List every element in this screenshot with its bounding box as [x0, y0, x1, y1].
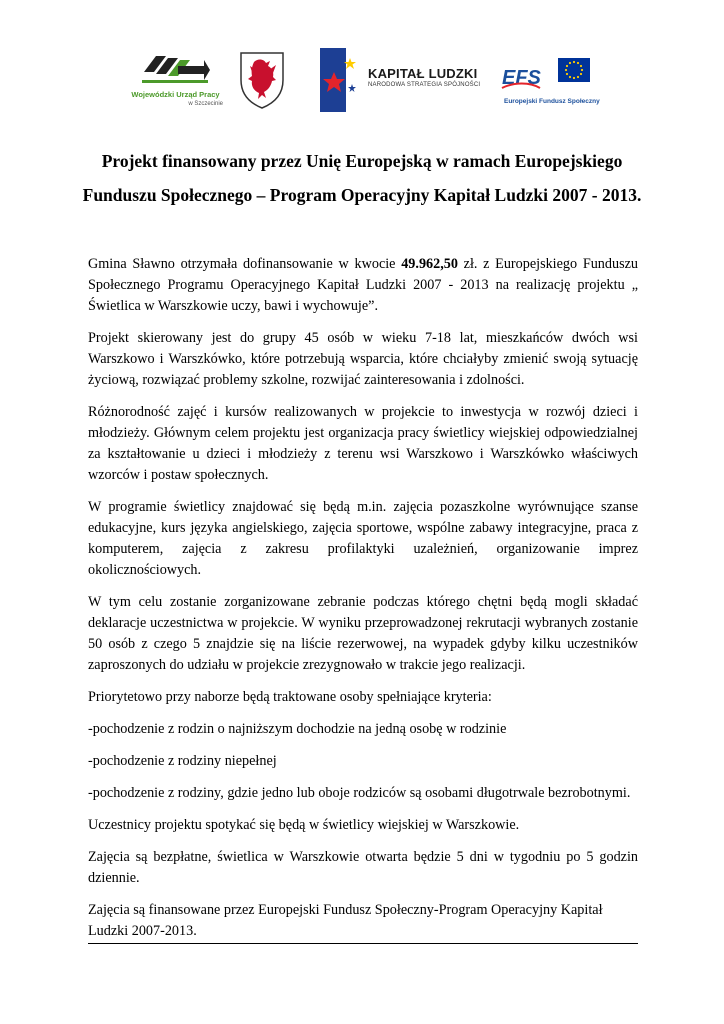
- paragraph-location: Uczestnicy projektu spotykać się będą w świetlicy wiejskiej w Warszkowie.: [88, 817, 520, 833]
- title-line-1: Projekt finansowany przez Unię Europejską w ramach Europejskiego: [101, 151, 623, 171]
- page-title: [80, 144, 644, 212]
- document-body: [88, 254, 638, 944]
- paragraph-schedule: Zajęcia są bezpłatne, świetlica w Warszkowie otwarta będzie 5 dni w tygodniu po 5 godzin dziennie.: [88, 849, 638, 886]
- criteria-item-single-parent: -pochodzenie z rodziny niepełnej: [88, 753, 277, 769]
- efs-logo: [500, 54, 600, 112]
- paragraph-recruitment: W tym celu zostanie zorganizowane zebranie podczas którego chętni będą mogli składać deklaracje uczestnictwa w projekcie. W wyniku przeprowadzonej rekrutacji wybranych zostanie 50 osób z czego 5 znajdzie się na liście rezerwowej, na wypadek gdyby kilku uczestników zaproszonych do udziału w projekcie zrezygnowało w trakcie jego realizacji.: [88, 594, 638, 673]
- griffin-icon: [238, 50, 286, 110]
- wup-mark-icon: [140, 52, 210, 88]
- wup-name: Wojewódzki Urząd Pracy: [131, 90, 220, 99]
- wup-city: w Szczecinie: [188, 101, 223, 107]
- efs-flag-icon: [500, 54, 600, 98]
- kapital-ludzki-logo: [318, 46, 488, 114]
- svg-text:EFS: EFS: [502, 67, 541, 89]
- efs-caption: Europejski Fundusz Społeczny: [504, 98, 600, 105]
- paragraph-criteria-intro: Priorytetowo przy naborze będą traktowane osoby spełniające kryteria:: [88, 689, 492, 705]
- paragraph-target-group: Projekt skierowany jest do grupy 45 osób w wieku 7-18 lat, mieszkańców dwóch wsi Warszkowo i Warszkówko, które potrzebują wsparcia, które chciałyby zmienić swoją sytuację życiową, rozwiązać problemy szkolne, rozwijać zainteresowania i zdolności.: [88, 330, 638, 388]
- paragraph-program: W programie świetlicy znajdować się będą m.in. zajęcia pozaszkolne wyrównujące szanse edukacyjne, kurs języka angielskiego, zajęcia sportowe, wspólne zabawy integracyjne, praca z komputerem, zajęcia z zakresu profilaktyki uzależnień, organizowanie imprez okolicznościowych.: [88, 499, 638, 578]
- criteria-item-income: -pochodzenie z rodzin o najniższym dochodzie na jedną osobę w rodzinie: [88, 721, 507, 737]
- wup-logo: [128, 52, 223, 112]
- paragraph-financing: Zajęcia są finansowane przez Europejski Fundusz Społeczny-Program Operacyjny Kapitał Ludzki 2007-2013.: [88, 900, 638, 944]
- title-line-2: Funduszu Społecznego – Program Operacyjny Kapitał Ludzki 2007 - 2013.: [82, 185, 642, 205]
- funding-text-after: zł. z Europejskiego Funduszu Społecznego Programu Operacyjnego Kapitał Ludzki 2007 - 2013 na realizację projektu „ Świetlica w Warszkowie uczy, bawi i wychowuje”.: [88, 256, 638, 314]
- coat-of-arms: [238, 50, 286, 110]
- funding-text-before: Gmina Sławno otrzymała dofinansowanie w kwocie: [88, 256, 402, 272]
- logo-bar: [0, 46, 724, 116]
- kapital-ludzki-star-icon: [320, 48, 364, 112]
- paragraph-funding: [88, 254, 638, 317]
- criteria-item-unemployed: -pochodzenie z rodziny, gdzie jedno lub oboje rodziców są osobami długotrwale bezrobotnymi.: [88, 785, 631, 801]
- funding-amount: 49.962,50: [401, 256, 458, 272]
- kapital-ludzki-subtitle: NARODOWA STRATEGIA SPÓJNOŚCI: [368, 82, 481, 88]
- kapital-ludzki-title: KAPITAŁ LUDZKI: [368, 66, 478, 81]
- paragraph-goals: Różnorodność zajęć i kursów realizowanych w projekcie to inwestycja w rozwój dzieci i młodzieży. Głównym celem projektu jest organizacja pracy świetlicy wiejskiej odpowiedzialnej za kształtowanie u dzieci i młodzieży z terenu wsi Warszkowo i Warszkówko właściwych wzorców i postaw społecznych.: [88, 404, 638, 483]
